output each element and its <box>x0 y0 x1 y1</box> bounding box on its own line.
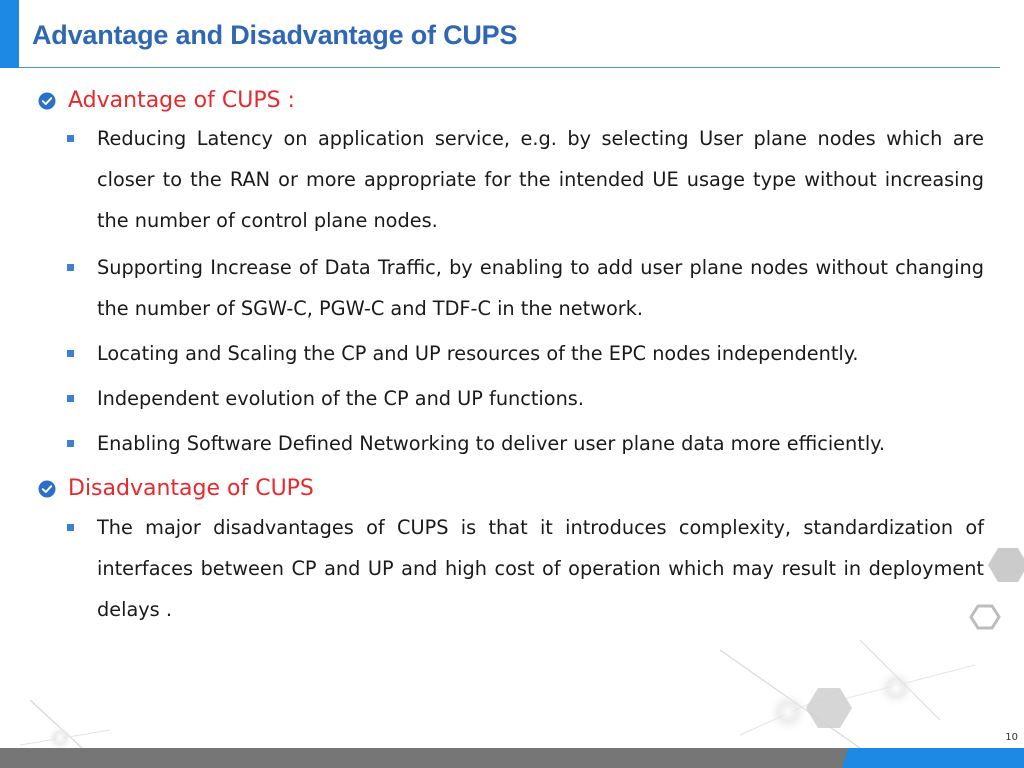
square-bullet-icon <box>67 135 74 142</box>
section-heading-label: Advantage of CUPS : <box>68 88 295 113</box>
section-heading-disadvantage <box>38 476 314 501</box>
page-number: 10 <box>1005 732 1018 743</box>
section-heading-advantage <box>38 88 295 113</box>
bullet-item <box>62 423 984 464</box>
hexagon-gray-right <box>988 548 1024 582</box>
sparkle-right-cluster <box>720 640 975 748</box>
section-heading-label: Disadvantage of CUPS <box>68 476 314 501</box>
square-bullet-icon <box>67 440 74 447</box>
bullet-text: Independent evolution of the CP and UP functions. <box>97 387 584 410</box>
bullet-text: The major disadvantages of CUPS is that it introduces complexity, standardization of interfaces between CP and UP and high cost of operation which may result in deployment delays . <box>97 516 984 621</box>
square-bullet-icon <box>67 264 74 271</box>
title-divider <box>19 67 1000 68</box>
bullet-item <box>62 378 984 419</box>
bullet-item <box>62 333 984 374</box>
bullet-item <box>62 118 984 241</box>
footer-accent-bar <box>842 748 1024 768</box>
checkmark-badge-icon <box>38 480 56 498</box>
bullet-item <box>62 247 984 329</box>
bullet-text: Reducing Latency on application service, e.g. by selecting User plane nodes which are closer to the RAN or more appropriate for the intended UE usage type without increasing the number of control plane nodes. <box>97 127 984 232</box>
bullet-text: Supporting Increase of Data Traffic, by enabling to add user plane nodes without changing the number of SGW-C, PGW-C and TDF-C in the network. <box>97 256 984 320</box>
square-bullet-icon <box>67 350 74 357</box>
square-bullet-icon <box>67 395 74 402</box>
slide-title: Advantage and Disadvantage of CUPS <box>32 20 518 50</box>
checkmark-badge-icon <box>38 92 56 110</box>
bullet-text: Enabling Software Defined Networking to deliver user plane data more efficiently. <box>97 432 885 455</box>
square-bullet-icon <box>67 524 74 531</box>
bullet-text: Locating and Scaling the CP and UP resources of the EPC nodes independently. <box>97 342 859 365</box>
bullet-item <box>62 507 984 630</box>
hexagon-gray-large <box>806 688 852 728</box>
title-accent-bar <box>0 0 19 68</box>
